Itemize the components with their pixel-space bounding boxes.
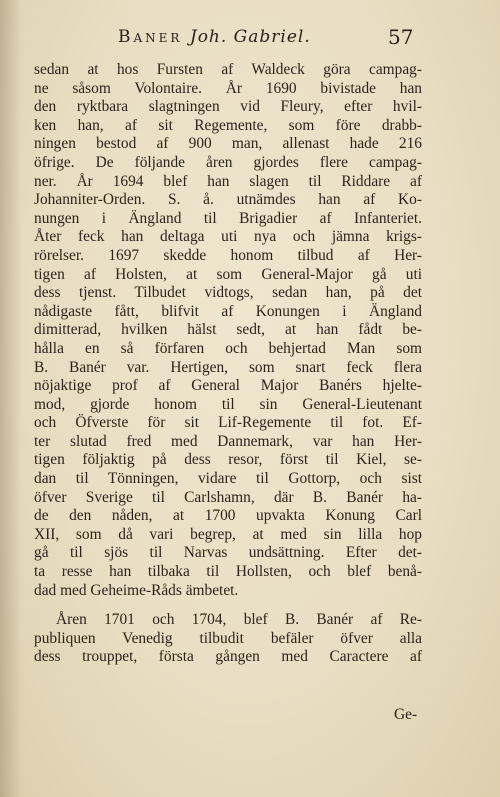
catchword: Ge- (394, 706, 418, 723)
text-line: B. Banér var. Hertigen, som snart feck flera (34, 358, 422, 376)
text-line: öfrige. De följande åren gjordes flere campag- (34, 153, 422, 171)
text-line: dimitterad, hvilken hälst sedt, at han fådt be- (34, 321, 422, 339)
text-line: ta resse han tilbaka til Hollsten, och blef benå- (34, 563, 422, 581)
text-line: dad med Geheime-Råds ämbetet. (34, 581, 239, 599)
text-line: sedan at hos Fursten af Waldeck göra campag- (34, 61, 422, 78)
text-line: Johanniter-Orden. S. å. utnämdes han af Ko- (34, 191, 422, 209)
spine-shadow (0, 0, 22, 797)
text-line: tigen af Holsten, at som General-Major gå uti (34, 265, 422, 283)
text-line: XII, som då vari begrep, at med sin lilla hop (34, 525, 422, 543)
text-line: nöjaktige prof af General Major Banérs hjelte- (34, 377, 422, 395)
text-line: rörelser. 1697 skedde honom tilbud af Her- (34, 246, 422, 264)
text-line: nungen i Ängland til Brigadier af Infanteriet. (34, 209, 422, 227)
paragraph-gap (34, 600, 422, 611)
page-number: 57 (388, 25, 414, 49)
text-line: hålla en så förfaren och behjertad Man som (34, 339, 422, 357)
text-line: ter slutad fred med Dannemark, var han Her- (34, 432, 422, 450)
text-line: gå til sjös til Narvas undsättning. Efter det- (34, 544, 422, 562)
text-line: dan til Tönningen, vidare til Gottorp, och sist (34, 470, 422, 488)
text-line: tigen följaktig på dess resor, först til Kiel, se- (34, 451, 422, 469)
text-line: ner. År 1694 blef han slagen til Riddare af (34, 172, 422, 190)
running-title-surname: Baner (118, 27, 183, 47)
body-text (34, 61, 422, 667)
text-line: dess trouppet, första gången med Caractere af (34, 648, 422, 666)
running-title-given: Joh. Gabriel. (189, 27, 311, 47)
text-line: ken han, af sit Regemente, som före drabb- (34, 116, 422, 134)
text-line: Åren 1701 och 1704, blef B. Banér af Re- (56, 611, 422, 629)
paragraph-1 (34, 61, 422, 600)
text-line: ne såsom Volontaire. År 1690 bivistade han (34, 79, 422, 97)
text-line: ningen bestod af 900 man, allenast hade 216 (34, 135, 422, 153)
text-line: den ryktbara slagtningen vid Fleury, efter hvil- (34, 98, 422, 116)
text-line: mod, gjorde honom til sin General-Lieutenant (34, 395, 422, 413)
running-head (0, 23, 500, 49)
running-title (118, 27, 311, 47)
text-line: publiquen Venedig tilbudit befäler öfver alla (34, 629, 422, 647)
text-line: öfver Sverige til Carlshamn, där B. Banér ha- (34, 488, 422, 506)
text-line: de den nåden, at 1700 upvakta Konung Carl (34, 507, 422, 525)
text-line: och Öfverste för sit Lif-Regemente til fot. Ef- (34, 414, 422, 432)
text-line: dess tjenst. Tilbudet vidtogs, sedan han, på det (34, 284, 422, 302)
text-line: nådigaste fått, blifvit af Konungen i Ängland (34, 302, 422, 320)
text-line: Åter feck han deltaga uti nya och jämna krigs- (34, 228, 422, 246)
paragraph-2 (34, 611, 422, 667)
